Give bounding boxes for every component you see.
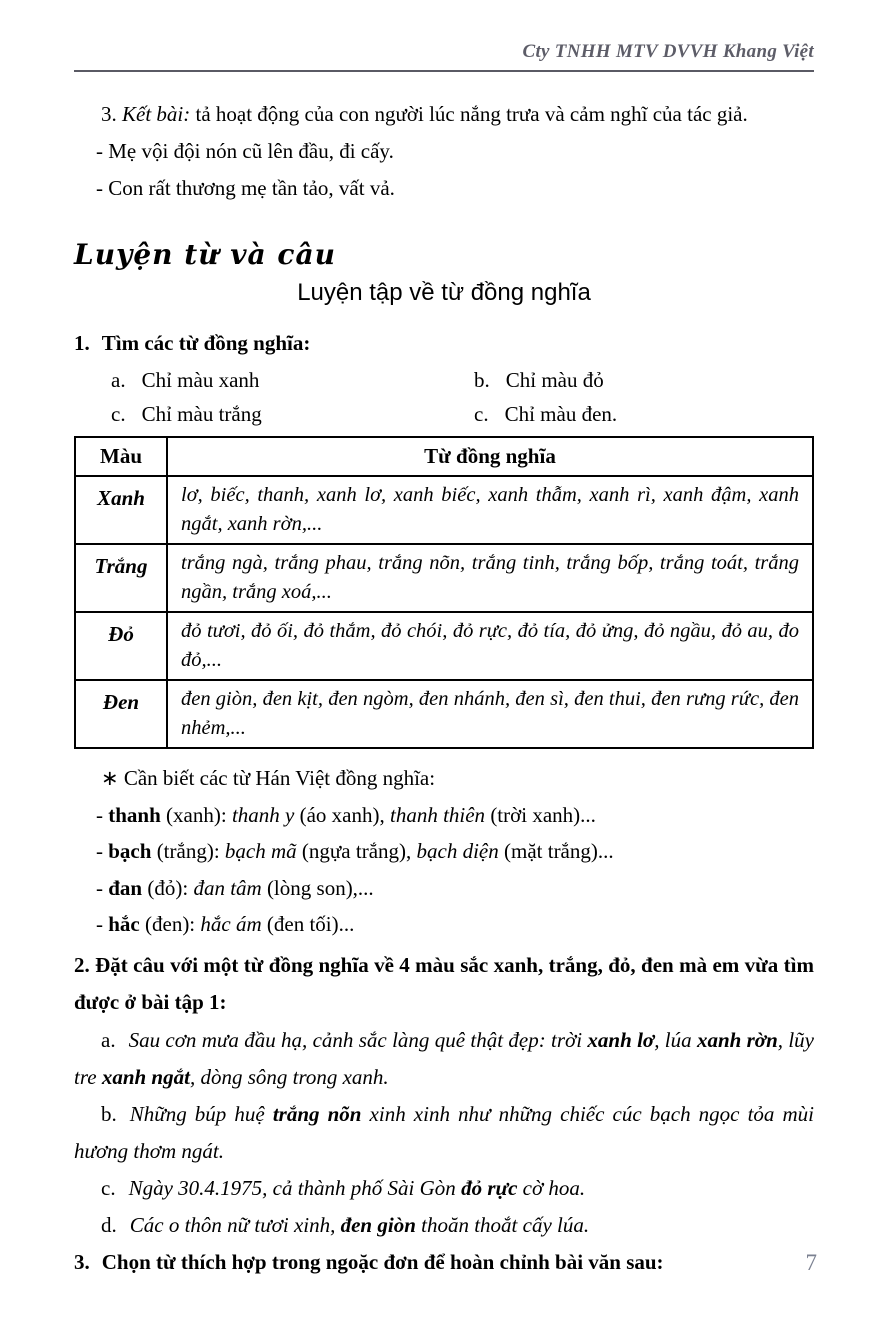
option-item [474,397,617,431]
text-run: (đen tối)... [261,912,355,936]
table-header-tu-dong-nghia: Từ đồng nghĩa [167,437,813,476]
text-run: xinh xinh như những chiếc cúc bạch ngọc tỏa mùi hương thơm ngát. [74,1101,815,1163]
text-run: thanh y [231,802,295,827]
text-run: thoăn thoắt cấy lúa. [415,1212,590,1237]
han-viet-intro: ∗ Cần biết các từ Hán Việt đồng nghĩa: [101,766,436,790]
exercise1-heading [74,325,814,362]
text-run: (đen): [139,912,201,936]
text-run: đỏ rực [461,1175,518,1200]
text-run: (mặt trắng)... [498,839,614,863]
option-text: Chỉ màu đỏ [505,368,604,392]
intro-item-3 [74,96,814,133]
intro-bullet: - Con rất thương mẹ tần tảo, vất vả. [96,176,395,200]
header-company: Cty TNHH MTV DVVH Khang Việt [522,41,814,62]
text-run: hắc ám [200,912,262,936]
text-run: đan tâm [193,875,262,900]
text-run: xanh lơ [587,1027,655,1052]
text-run: - [96,875,109,900]
item-text [74,1102,814,1163]
section-script-heading: Luyện từ và câu [74,238,336,271]
text-run: cờ hoa. [517,1175,586,1200]
option-text: Chỉ màu trắng [141,402,262,426]
han-viet-line [74,906,814,943]
exercise3-heading [74,1244,814,1281]
header-rule [74,70,814,72]
exercise3-heading-text: Chọn từ thích hợp trong ngoặc đơn để hoàn chỉnh bài văn sau: [101,1249,664,1274]
intro-bullet: - Mẹ vội đội nón cũ lên đầu, đi cấy. [96,139,394,163]
table-row [75,680,813,748]
exercise3-number: 3. [74,1249,90,1274]
text-run: Các o thôn nữ tươi xinh, [129,1212,341,1237]
item-letter: c. [101,1175,116,1200]
item-letter: a. [101,1027,116,1052]
color-label: Xanh [75,476,167,544]
item-text [74,1028,814,1089]
options-row [74,397,814,431]
text-run: , lúa [654,1027,697,1052]
item-text [130,1213,589,1237]
exercise2-item [74,1170,814,1207]
option-item [474,363,604,397]
text-run: (ngựa trắng), [296,839,417,863]
table-header-mau: Màu [75,437,167,476]
text-run: trắng nõn [272,1101,362,1126]
synonyms-text: đen giòn, đen kịt, đen ngòm, đen nhánh, đen sì, đen thui, đen rưng rức, đen nhẻm,... [167,680,813,748]
han-viet-block [74,760,814,943]
exercise1-number: 1. [74,331,90,355]
text-run: (xanh): [160,802,232,827]
option-item [111,363,474,397]
exercise2-heading: 2. Đặt câu với một từ đồng nghĩa về 4 màu sắc xanh, trắng, đỏ, đen mà em vừa tìm được ở bài tập 1: [74,952,814,1014]
text-run: Ngày 30.4.1975, cả thành phố Sài Gòn [128,1175,462,1200]
option-letter: c. [474,402,489,426]
exercise1-heading-text: Tìm các từ đồng nghĩa: [101,331,311,355]
text-run: bạch diện [416,839,499,863]
synonyms-text: trắng ngà, trắng phau, trắng nõn, trắng tinh, trắng bốp, trắng toát, trắng ngần, trắng xoá,... [167,544,813,612]
text-run: thanh thiên [389,802,486,827]
text-run: , lũy tre [74,1027,814,1089]
item-letter: d. [101,1212,117,1237]
han-viet-line [74,797,814,834]
text-run: bạch mã [224,839,297,863]
text-run: hắc [108,912,140,936]
text-run: đen giòn [340,1212,416,1237]
text-run: 3. [101,102,122,126]
option-letter: a. [111,368,126,392]
text-run: tả hoạt động của con người lúc nắng trưa và cảm nghĩ của tác giả. [190,102,748,126]
option-text: Chỉ màu xanh [141,368,260,392]
exercise2-items [74,1022,814,1244]
text-run: - [96,802,109,827]
option-item [111,397,474,431]
text-run: - [96,912,109,936]
text-run: bạch [108,839,152,863]
text-run: , dòng sông trong xanh. [189,1064,389,1089]
table-row [75,544,813,612]
exercise2-item [74,1096,814,1170]
text-run: xanh ngắt [101,1064,190,1089]
option-letter: b. [474,368,490,392]
text-run: đan [108,875,143,900]
text-run: xanh rờn [696,1027,778,1052]
text-run: (trắng): [151,839,225,863]
lesson-title: Luyện tập về từ đồng nghĩa [297,279,591,306]
item-letter: b. [101,1101,117,1126]
item-text [129,1176,586,1200]
text-run: thanh [108,802,161,827]
color-label: Trắng [75,544,167,612]
exercise1-options [74,363,814,431]
color-label: Đỏ [75,612,167,680]
text-run: (trời xanh)... [485,802,596,827]
text-run: (áo xanh), [294,802,390,827]
synonyms-table [74,436,814,749]
text-run: Kết bài: [122,102,191,126]
option-text: Chỉ màu đen. [504,402,618,426]
han-viet-line [74,833,814,870]
options-row [74,363,814,397]
color-label: Đen [75,680,167,748]
exercise2-item [74,1207,814,1244]
table-row [75,612,813,680]
page-number: 7 [805,1250,817,1275]
intro-block [74,96,814,207]
text-run: - [96,839,109,863]
table-header-row [75,437,813,476]
text-run: Sau cơn mưa đầu hạ, cảnh sắc làng quê thật đẹp: trời [128,1027,588,1052]
text-run: (lòng son),... [261,875,374,900]
option-letter: c. [111,402,126,426]
exercise2-item [74,1022,814,1096]
text-run: Những búp huệ [129,1101,273,1126]
han-viet-line [74,870,814,907]
text-run: (đỏ): [142,875,194,900]
synonyms-text: lơ, biếc, thanh, xanh lơ, xanh biếc, xanh thẫm, xanh rì, xanh đậm, xanh ngắt, xanh rờn,... [167,476,813,544]
table-row [75,476,813,544]
synonyms-text: đỏ tươi, đỏ ối, đỏ thắm, đỏ chói, đỏ rực, đỏ tía, đỏ ửng, đỏ ngầu, đỏ au, đo đỏ,... [167,612,813,680]
